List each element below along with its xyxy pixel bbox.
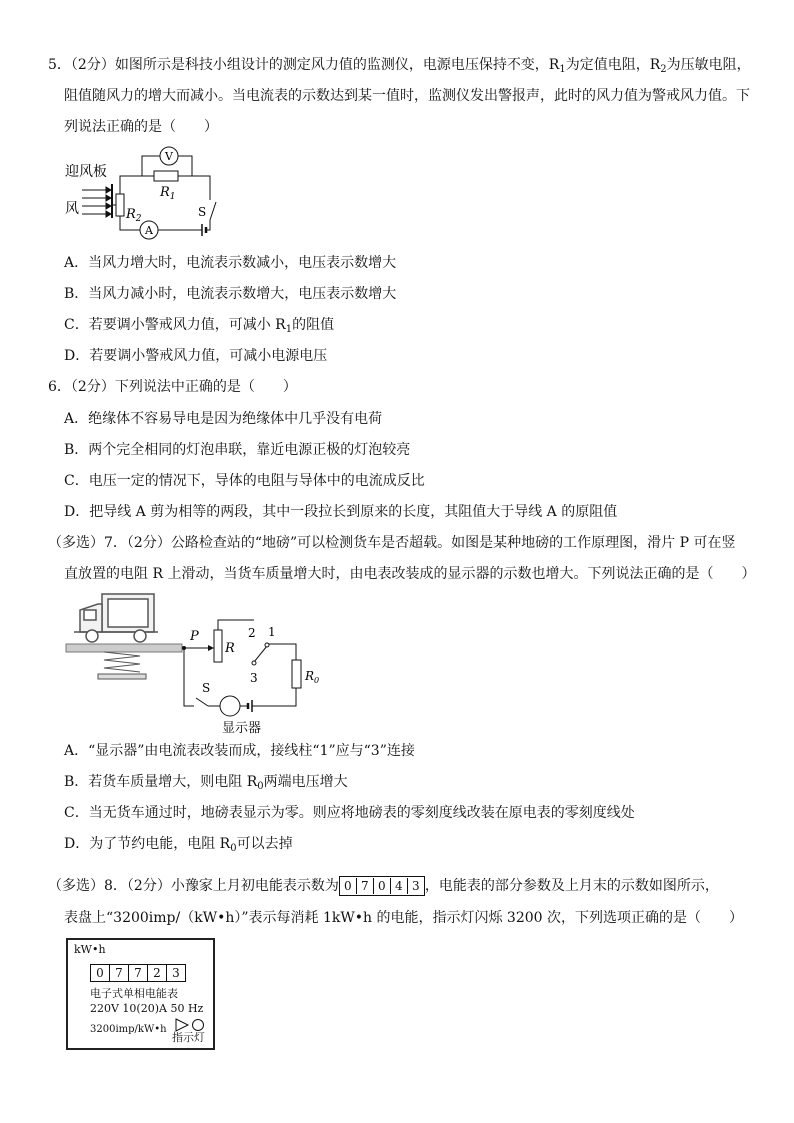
svg-text:A: A	[145, 224, 153, 237]
q5-option-d[interactable]: D．若要调小警戒风力值，可减小电源电压	[64, 348, 328, 364]
q7-stem-line1: （多选）7．（2分）公路检查站的“地磅”可以检测货车是否超载。如图是某种地磅的工作原理图，滑片 P 可在竖	[48, 535, 736, 551]
wind-arrows	[82, 187, 111, 217]
svg-text:R2: $R_2$	[126, 207, 142, 224]
q6-option-d[interactable]: D．把导线 A 剪为相等的两段，其中一段拉长到原来的长度，其阻值大于导线 A 的原阻值	[64, 504, 618, 520]
q5-stem-line1: 5．（2分）如图所示是科技小组设计的测定风力值的监测仪，电源电压保持不变，$R_1$为定值电阻，$R_2$为压敏电阻，	[48, 57, 751, 75]
q5-stem-line2: 阻值随风力的增大而减小。当电流表的示数达到某一值时，监测仪发出警报声，此时的风力值为警戒风力值。下	[64, 88, 750, 104]
terminal-1-label: 1	[268, 625, 276, 639]
meter-reading: 0 7 7 2 3	[90, 964, 186, 982]
terminal-3-label: 3	[250, 671, 258, 685]
q7-switch-label: S	[202, 681, 211, 695]
indicator-lamp-label: 指示灯	[172, 1031, 205, 1044]
q5-label-wind: 风	[65, 201, 79, 217]
q7-option-c[interactable]: C．当无货车通过时，地磅表显示为零。则应将地磅表的零刻度线改装在原电表的零刻度线处	[64, 805, 635, 821]
q7-weighbridge-circuit	[62, 590, 322, 734]
q7-option-a[interactable]: A．“显示器”由电流表改装而成，接线柱“1”应与“3”连接	[64, 743, 415, 759]
q5-switch-label: S	[198, 205, 207, 219]
svg-text:R0: $R_0$	[305, 669, 320, 685]
q5-option-b[interactable]: B．当风力减小时，电流表示数增大，电压表示数增大	[64, 286, 397, 302]
q8-stem-line1: （多选）8．（2分）小豫家上月初电能表示数为 0 7 0 4 3 ，电能表的部分参数及上月末的示数如图所示，	[48, 878, 719, 894]
q5-option-a[interactable]: A．当风力增大时，电流表示数减小，电压表示数增大	[64, 255, 397, 271]
slider-p-label: P	[190, 629, 199, 644]
resistor-r0	[292, 660, 301, 688]
svg-text:R: R	[225, 641, 235, 656]
meter-unit: kW•h	[74, 943, 106, 956]
resistor-r	[214, 630, 222, 662]
q5-wind-monitor-circuit	[62, 140, 222, 248]
q8-stem-line2: 表盘上“3200imp/（kW•h）”表示每消耗 1kW•h 的电能，指示灯闪烁 3200 次，下列选项正确的是（ ）	[64, 910, 744, 926]
spring-icon	[98, 652, 146, 679]
meter-spec: 220V 10(20)A 50 Hz	[90, 1002, 204, 1015]
q7-stem-line2: 直放置的电阻 R 上滑动，当货车质量增大时，由电表改装成的显示器的示数也增大。下列说法正确的是（ ）	[64, 566, 756, 582]
q7-option-d[interactable]: D．为了节约电能，电阻 $R_0$可以去掉	[64, 836, 293, 854]
q5-stem-line3: 列说法正确的是（ ）	[64, 119, 218, 135]
indicator-lamp-icon	[174, 1018, 208, 1032]
terminal-2-label: 2	[248, 626, 256, 640]
display-label: 显示器	[222, 721, 262, 734]
q8-initial-reading: 0 7 0 4 3	[339, 876, 425, 896]
meter-imp: 3200imp/kW•h	[90, 1024, 167, 1035]
meter-name: 电子式单相电能表	[90, 987, 178, 1000]
r2-resistor	[116, 194, 124, 216]
q6-option-a[interactable]: A．绝缘体不容易导电是因为绝缘体中几乎没有电荷	[64, 411, 383, 427]
svg-text:V: V	[165, 150, 173, 163]
r1-resistor	[154, 171, 178, 181]
q6-option-b[interactable]: B．两个完全相同的灯泡串联，靠近电源正极的灯泡较亮	[64, 442, 411, 458]
q5-label-board: 迎风板	[65, 164, 107, 180]
truck-icon	[74, 594, 158, 642]
q8-electricity-meter	[66, 938, 215, 1050]
q6-stem: 6．（2分）下列说法中正确的是（ ）	[48, 379, 297, 395]
display-meter-icon	[220, 696, 240, 716]
svg-text:R1: $R_1$	[160, 185, 176, 202]
q6-option-c[interactable]: C．电压一定的情况下，导体的电阻与导体中的电流成反比	[64, 473, 425, 489]
q7-option-b[interactable]: B．若货车质量增大，则电阻 $R_0$两端电压增大	[64, 774, 348, 792]
q5-option-c[interactable]: C．若要调小警戒风力值，可减小 $R_1$的阻值	[64, 317, 335, 335]
